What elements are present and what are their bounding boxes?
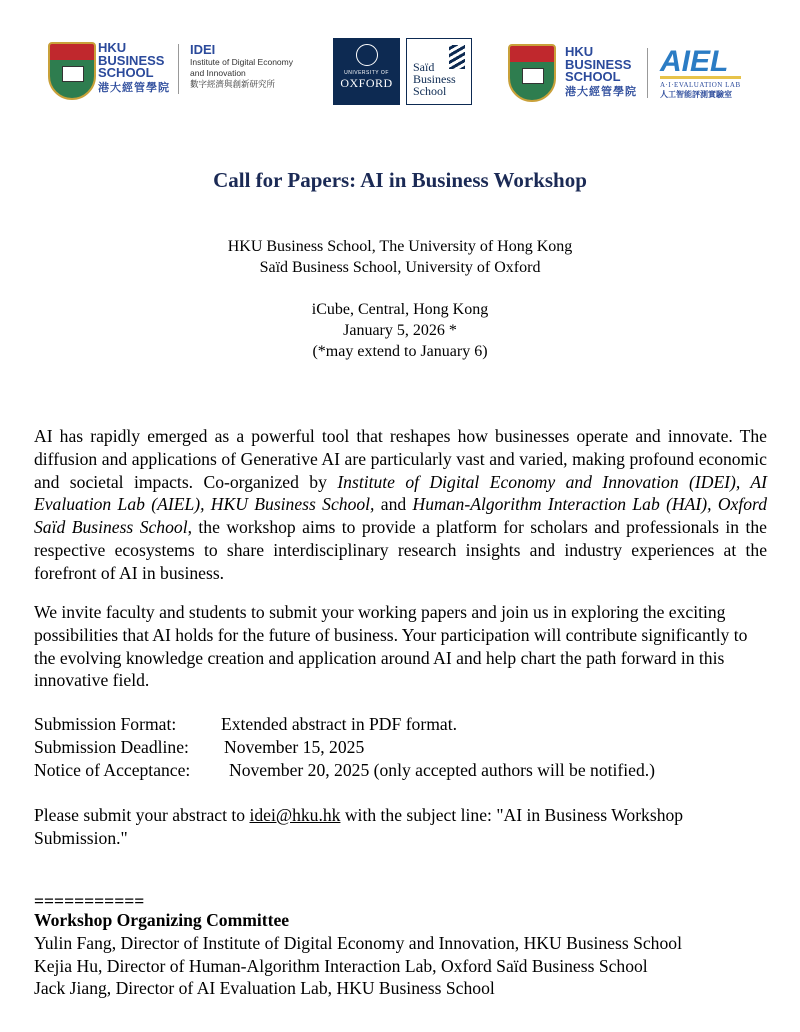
logo-text: HKU	[98, 40, 127, 55]
said-stripes-icon	[449, 45, 465, 69]
text: , the workshop aims to provide a platform for scholars and professionals in the respective ecosystems to share interdisciplinary research insights and industry experiences at the forefront of AI in business.	[34, 517, 767, 583]
logo-banner	[0, 38, 800, 108]
hosts	[0, 236, 800, 278]
hku-crest-icon	[508, 44, 556, 102]
detail-value: November 20, 2025 (only accepted authors will be notified.)	[229, 759, 656, 780]
text: and	[374, 494, 413, 515]
detail-label: Submission Deadline:	[34, 736, 189, 757]
oxford-seal-icon	[356, 44, 378, 66]
detail-row	[34, 736, 767, 759]
logo-text: UNIVERSITY OF	[344, 70, 389, 76]
venue	[0, 299, 800, 362]
text: AI has rapidly emerged as a powerful tool that reshapes how businesses operate and innovate. The diffusion and applications of Generative AI are particularly vast and varied, making profound economic and societal impacts. Co-organized by	[34, 426, 767, 492]
logo-text: and Innovation	[190, 68, 246, 78]
venue-note: (*may extend to January 6)	[312, 343, 488, 360]
idei-logo	[190, 42, 293, 90]
intro-paragraph	[34, 425, 767, 585]
subject-line: "AI in Business Workshop Submission."	[34, 805, 684, 848]
invitation-paragraph: We invite faculty and students to submit your working papers and join us in exploring the exciting possibilities that AI holds for the future of business. Your participation will contribute significantly to the evolving knowledge creation and application around AI and help chart the path forward in this innovative field.	[34, 602, 748, 691]
committee-member: Jack Jiang, Director of AI Evaluation Lab, HKU Business School	[34, 978, 495, 999]
email-link[interactable]: idei@hku.hk	[249, 805, 341, 825]
committee-member: Yulin Fang, Director of Institute of Digital Economy and Innovation, HKU Business School	[34, 932, 682, 953]
divider: ===========	[34, 891, 145, 911]
logo-text: BUSINESS	[98, 52, 165, 68]
committee-member: Kejia Hu, Director of Human-Algorithm Interaction Lab, Oxford Saïd Business School	[34, 955, 648, 976]
logo-text: AIEL	[660, 48, 741, 79]
hku-business-school-logo	[565, 46, 637, 98]
committee-heading: Workshop Organizing Committee	[34, 910, 290, 930]
detail-label: Submission Format:	[34, 714, 177, 734]
logo-text: 港大經管學院	[565, 85, 637, 98]
logo-text: SCHOOL	[98, 65, 154, 80]
detail-row	[34, 759, 767, 782]
logo-text: 人工智能評測實驗室	[660, 90, 732, 99]
oxford-logo	[333, 38, 400, 105]
detail-row	[34, 713, 767, 736]
logo-text: Business	[413, 72, 456, 86]
venue-date: January 5, 2026 *	[343, 322, 457, 339]
detail-value: November 15, 2025	[224, 736, 365, 757]
logo-text: A·I·EVALUATION LAB	[660, 81, 741, 89]
hku-business-school-logo	[98, 42, 170, 94]
divider	[178, 44, 179, 94]
divider	[647, 48, 648, 98]
detail-value: Extended abstract in PDF format.	[221, 714, 457, 734]
logo-text: SCHOOL	[565, 69, 621, 84]
detail-label: Notice of Acceptance:	[34, 759, 191, 780]
submit-instructions	[34, 804, 767, 850]
page-title: Call for Papers: AI in Business Workshop	[213, 168, 587, 192]
organizers-oxford: Human-Algorithm Interaction Lab (HAI), Oxford Saïd Business School	[34, 494, 768, 538]
logo-text: OXFORD	[340, 76, 393, 90]
logo-text: Saïd	[413, 60, 435, 74]
logo-text: IDEI	[190, 42, 216, 57]
logo-text: HKU	[565, 44, 594, 59]
logo-text: School	[413, 84, 447, 98]
organizers-hku: Institute of Digital Economy and Innovation (IDEI), AI Evaluation Lab (AIEL), HKU Business School,	[34, 471, 767, 515]
logo-text: Institute of Digital Economy	[190, 57, 293, 67]
text: with the subject line:	[340, 805, 497, 825]
hku-crest-icon	[48, 42, 96, 100]
venue-location: iCube, Central, Hong Kong	[311, 301, 489, 318]
committee-section	[34, 893, 767, 1000]
host-line: Saïd Business School, University of Oxford	[259, 259, 541, 276]
text: Please submit your abstract to	[34, 805, 250, 825]
aiel-logo	[660, 45, 741, 100]
logo-text: BUSINESS	[565, 56, 632, 72]
host-line: HKU Business School, The University of Hong Kong	[227, 238, 573, 255]
logo-text: 數字經濟與創新研究所	[190, 79, 276, 89]
submission-details	[34, 713, 767, 781]
said-business-school-logo	[406, 38, 472, 105]
logo-text: 港大經管學院	[98, 81, 170, 94]
